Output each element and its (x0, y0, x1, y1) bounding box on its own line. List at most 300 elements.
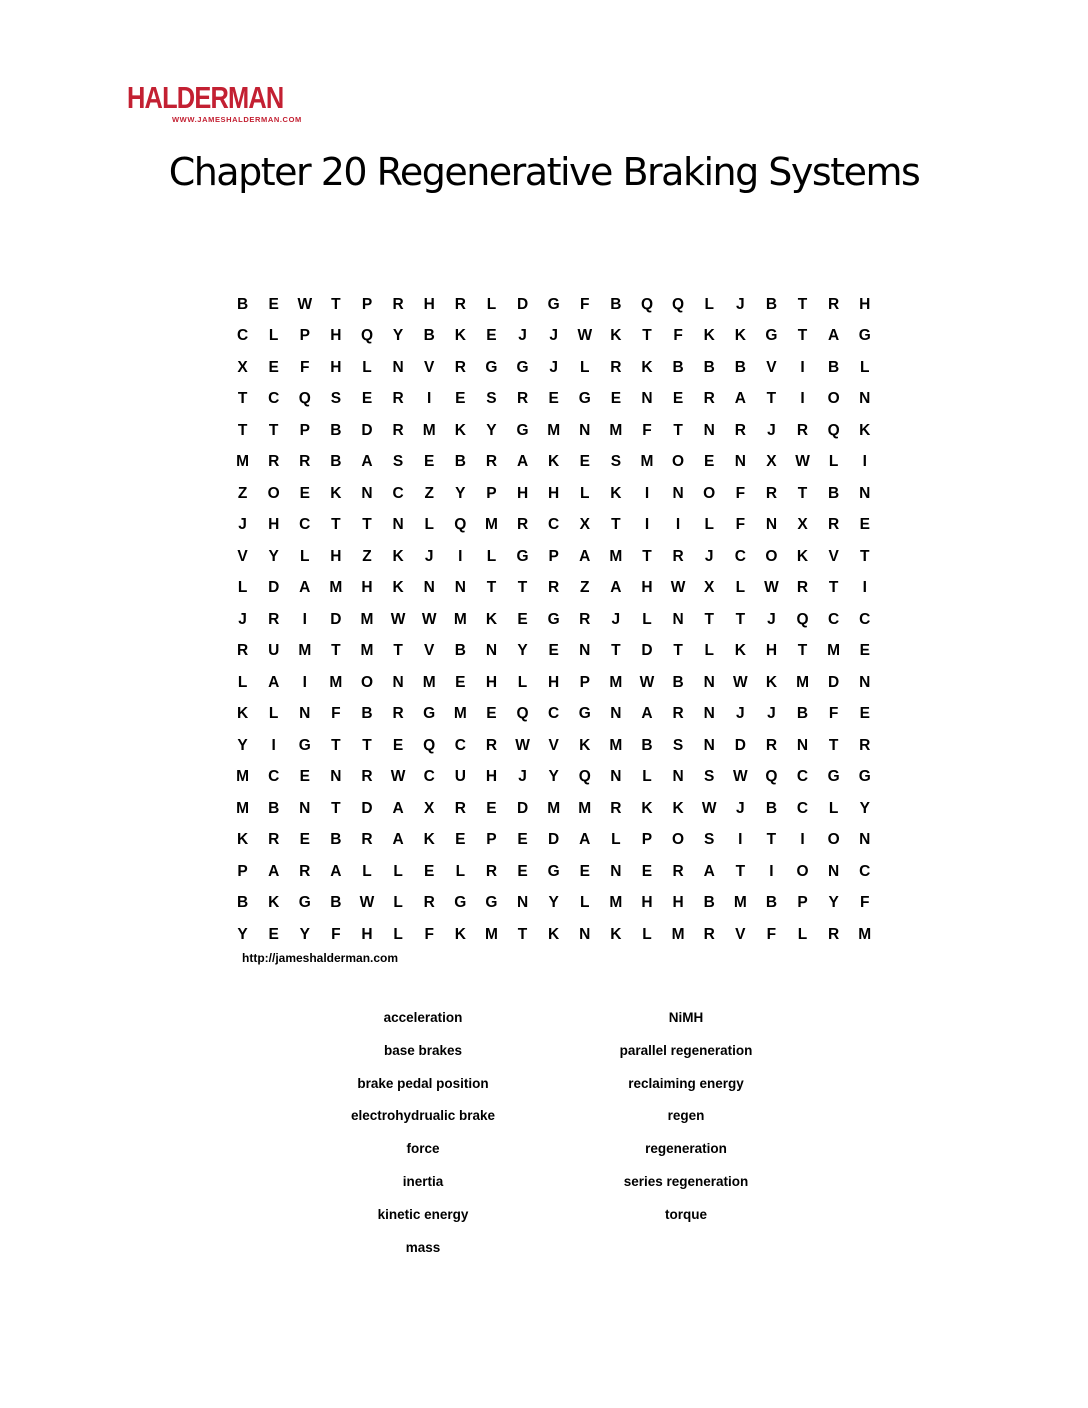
grid-row (227, 289, 880, 321)
word-item: base brakes (383, 1042, 463, 1058)
grid-letter: M (422, 421, 436, 439)
grid-letter: R (828, 295, 840, 313)
grid-letter: D (516, 295, 529, 313)
grid-letter: S (704, 768, 715, 786)
grid-letter: E (517, 610, 528, 628)
grid-letter: E (268, 925, 279, 943)
grid-letter: E (299, 831, 310, 849)
grid-letter: R (423, 894, 435, 912)
grid-letter: Q (516, 705, 529, 723)
grid-letter: L (828, 453, 839, 471)
grid-letter: I (800, 358, 805, 376)
grid-letter: R (859, 736, 871, 754)
grid-letter: J (735, 799, 745, 817)
grid-letter: I (862, 453, 867, 471)
grid-letter: X (797, 516, 808, 534)
grid-letter: R (765, 736, 778, 754)
grid-letter: Y (486, 421, 497, 439)
grid-letter: S (610, 453, 622, 471)
grid-letter: G (547, 610, 560, 628)
grid-row (227, 321, 880, 353)
grid-letter: V (424, 358, 435, 376)
grid-letter: F (424, 925, 434, 943)
grid-letter: H (672, 894, 684, 912)
grid-letter: R (268, 831, 280, 849)
grid-row (227, 384, 880, 416)
grid-letter: L (393, 925, 403, 943)
grid-letter: C (828, 610, 840, 628)
grid-letter: K (765, 673, 778, 691)
grid-letter: K (734, 642, 746, 660)
grid-letter: A (268, 862, 280, 880)
grid-letter: R (703, 390, 715, 408)
grid-letter: H (268, 516, 280, 534)
grid-letter: L (704, 516, 714, 534)
grid-letter: U (454, 768, 466, 786)
grid-letter: Z (362, 547, 372, 565)
grid-letter: C (796, 768, 809, 786)
grid-letter: E (859, 642, 870, 660)
grid-letter: M (827, 642, 841, 660)
grid-letter: R (579, 610, 591, 628)
grid-letter: W (701, 799, 717, 817)
grid-letter: T (331, 295, 341, 313)
grid-letter: W (390, 610, 406, 628)
grid-letter: N (579, 642, 591, 660)
grid-letter: G (547, 295, 560, 313)
grid-letter: B (703, 894, 715, 912)
grid-letter: I (675, 516, 681, 534)
word-item: reclaiming energy (628, 1075, 744, 1091)
grid-letter: L (642, 610, 652, 628)
page-title: Chapter 20 Regenerative Braking Systems (168, 150, 920, 194)
grid-letter: R (392, 705, 404, 723)
grid-letter: T (331, 642, 341, 660)
grid-letter: I (427, 390, 432, 408)
grid-letter: R (485, 736, 498, 754)
grid-letter: T (642, 547, 652, 565)
grid-letter: K (610, 925, 622, 943)
grid-letter: E (704, 453, 715, 471)
grid-letter: C (236, 327, 249, 345)
grid-letter: G (578, 705, 591, 723)
grid-letter: A (392, 831, 404, 849)
grid-letter: R (454, 295, 466, 313)
grid-row (227, 888, 880, 920)
grid-letter: B (236, 894, 249, 912)
grid-letter: R (703, 925, 715, 943)
grid-letter: B (703, 358, 715, 376)
grid-letter: T (362, 736, 372, 754)
grid-letter: R (454, 799, 466, 817)
source-url: http://jameshalderman.com (242, 951, 399, 965)
grid-letter: E (486, 705, 497, 723)
grid-letter: M (329, 673, 343, 691)
grid-letter: N (610, 862, 622, 880)
grid-letter: M (796, 673, 809, 691)
grid-letter: E (579, 862, 590, 880)
grid-letter: E (455, 673, 466, 691)
grid-letter: E (859, 705, 870, 723)
grid-letter: N (703, 421, 715, 439)
grid-letter: R (485, 862, 498, 880)
grid-letter: L (704, 295, 714, 313)
grid-letter: Y (859, 799, 870, 817)
grid-letter: Y (237, 925, 248, 943)
grid-letter: O (765, 547, 778, 565)
grid-row (227, 667, 880, 699)
grid-letter: H (330, 358, 342, 376)
word-item: torque (665, 1206, 707, 1222)
grid-letter: J (735, 705, 745, 723)
grid-letter: N (828, 862, 840, 880)
grid-letter: Q (640, 295, 653, 313)
word-item: inertia (402, 1173, 444, 1189)
grid-letter: B (734, 358, 746, 376)
grid-letter: F (580, 295, 590, 313)
grid-letter: A (734, 390, 746, 408)
logo-brand-text: HALDERMAN (127, 80, 284, 115)
grid-letter: T (673, 421, 683, 439)
grid-letter: A (361, 453, 373, 471)
grid-row (227, 447, 880, 479)
grid-letter: W (639, 673, 655, 691)
grid-letter: N (765, 516, 778, 534)
grid-letter: F (642, 421, 652, 439)
grid-letter: B (268, 799, 280, 817)
grid-letter: E (299, 768, 310, 786)
grid-letter: O (703, 484, 716, 502)
grid-letter: B (765, 894, 778, 912)
word-item: regen (667, 1108, 705, 1124)
grid-letter: X (237, 358, 248, 376)
grid-letter: K (454, 421, 466, 439)
grid-letter: T (797, 327, 808, 345)
grid-letter: L (393, 894, 403, 912)
grid-letter: I (458, 547, 463, 565)
grid-letter: I (862, 579, 867, 597)
grid-letter: A (703, 862, 715, 880)
grid-letter: I (302, 673, 307, 691)
grid-letter: F (766, 925, 777, 943)
grid-letter: L (455, 862, 466, 880)
grid-letter: D (734, 736, 746, 754)
grid-letter: B (454, 642, 466, 660)
word-item: NiMH (668, 1010, 704, 1025)
grid-letter: Y (392, 327, 404, 345)
grid-letter: T (362, 516, 372, 534)
grid-letter: M (609, 736, 623, 754)
grid-letter: C (859, 862, 871, 880)
grid-letter: O (672, 831, 685, 849)
grid-row (227, 636, 880, 668)
grid-letter: H (485, 768, 498, 786)
grid-letter: K (672, 799, 684, 817)
grid-letter: D (828, 673, 840, 691)
grid-letter: A (828, 327, 840, 345)
grid-row (227, 919, 880, 951)
grid-letter: N (330, 768, 342, 786)
grid-letter: N (299, 799, 311, 817)
grid-row (227, 478, 880, 510)
grid-letter: W (577, 327, 593, 345)
grid-letter: T (735, 610, 746, 628)
grid-letter: B (610, 295, 622, 313)
grid-letter: T (268, 421, 279, 439)
grid-letter: T (393, 642, 403, 660)
grid-letter: C (859, 610, 871, 628)
grid-letter: C (734, 547, 746, 565)
grid-letter: L (797, 925, 808, 943)
grid-letter: A (516, 453, 529, 471)
grid-letter: T (237, 421, 248, 439)
grid-row (227, 825, 880, 857)
grid-letter: K (641, 358, 653, 376)
grid-letter: B (330, 421, 342, 439)
grid-letter: B (672, 358, 684, 376)
grid-letter: A (579, 547, 591, 565)
grid-letter: M (236, 453, 250, 471)
grid-letter: W (732, 768, 748, 786)
grid-letter: G (298, 894, 311, 912)
grid-letter: N (703, 705, 715, 723)
word-item: force (406, 1141, 440, 1157)
grid-letter: O (796, 862, 809, 880)
grid-letter: M (453, 610, 467, 628)
grid-letter: X (424, 799, 435, 817)
grid-letter: N (361, 484, 373, 502)
grid-letter: G (298, 736, 311, 754)
grid-letter: Q (672, 295, 685, 313)
grid-letter: M (733, 894, 747, 912)
grid-letter: T (860, 547, 870, 565)
grid-letter: W (297, 295, 313, 313)
grid-letter: N (299, 705, 311, 723)
grid-letter: H (361, 925, 373, 943)
grid-letter: M (547, 799, 561, 817)
grid-letter: B (454, 453, 466, 471)
grid-letter: J (767, 421, 776, 439)
grid-letter: W (390, 768, 406, 786)
grid-letter: E (392, 736, 404, 754)
grid-letter: V (424, 642, 435, 660)
grid-letter: G (454, 894, 467, 912)
grid-letter: V (828, 547, 839, 565)
grid-letter: Y (299, 925, 310, 943)
grid-letter: T (331, 736, 341, 754)
grid-letter: Q (827, 421, 840, 439)
grid-letter: R (485, 453, 498, 471)
grid-letter: W (764, 579, 779, 597)
grid-letter: S (392, 453, 404, 471)
grid-row (227, 573, 880, 605)
grid-letter: R (516, 516, 529, 534)
grid-letter: M (609, 673, 623, 691)
grid-letter: A (641, 705, 653, 723)
grid-letter: K (268, 894, 280, 912)
grid-letter: B (796, 705, 809, 723)
grid-letter: K (236, 831, 249, 849)
grid-letter: G (547, 862, 560, 880)
grid-letter: M (484, 516, 498, 534)
grid-letter: Q (796, 610, 809, 628)
grid-letter: Y (828, 894, 839, 912)
grid-letter: R (299, 862, 311, 880)
grid-letter: L (860, 358, 870, 376)
grid-letter: H (423, 295, 435, 313)
grid-letter: Y (548, 768, 559, 786)
grid-letter: B (672, 673, 684, 691)
grid-letter: T (704, 610, 714, 628)
grid-letter: M (360, 610, 374, 628)
grid-letter: K (641, 799, 653, 817)
grid-letter: V (766, 358, 777, 376)
grid-letter: M (329, 579, 343, 597)
grid-letter: C (454, 736, 466, 754)
grid-letter: O (672, 453, 685, 471)
grid-letter: N (610, 705, 622, 723)
grid-letter: Y (237, 736, 248, 754)
grid-letter: S (330, 390, 342, 408)
grid-letter: S (672, 736, 684, 754)
grid-letter: K (579, 736, 591, 754)
grid-letter: M (298, 642, 312, 660)
grid-letter: M (236, 768, 250, 786)
grid-letter: Y (268, 547, 279, 565)
grid-letter: N (672, 484, 684, 502)
grid-letter: I (644, 484, 650, 502)
grid-letter: R (392, 421, 404, 439)
grid-letter: P (641, 831, 653, 849)
grid-letter: H (765, 642, 778, 660)
word-search-grid (227, 289, 880, 951)
grid-letter: F (331, 705, 341, 723)
grid-letter: L (642, 925, 652, 943)
grid-row (227, 762, 880, 794)
grid-letter: H (485, 673, 498, 691)
grid-letter: L (517, 673, 528, 691)
grid-letter: T (828, 579, 839, 597)
grid-letter: G (858, 768, 871, 786)
grid-letter: M (360, 642, 374, 660)
grid-letter: S (704, 831, 715, 849)
grid-letter: K (485, 610, 498, 628)
grid-letter: G (516, 547, 529, 565)
grid-letter: N (734, 453, 746, 471)
grid-letter: Q (298, 390, 311, 408)
grid-letter: M (609, 894, 623, 912)
grid-row (227, 415, 880, 447)
grid-letter: R (454, 358, 466, 376)
grid-letter: N (859, 390, 871, 408)
grid-letter: C (268, 390, 280, 408)
grid-letter: X (704, 579, 715, 597)
word-item: electrohydrualic brake (350, 1108, 496, 1124)
grid-letter: K (423, 831, 435, 849)
grid-letter: Q (765, 768, 778, 786)
grid-letter: E (361, 390, 373, 408)
grid-letter: F (828, 705, 839, 723)
grid-letter: R (610, 358, 622, 376)
grid-row (227, 793, 880, 825)
grid-letter: E (486, 799, 497, 817)
grid-letter: K (859, 421, 871, 439)
grid-letter: G (827, 768, 840, 786)
grid-letter: L (393, 862, 403, 880)
grid-letter: L (704, 642, 714, 660)
grid-letter: C (299, 516, 311, 534)
grid-letter: J (238, 516, 247, 534)
grid-letter: E (859, 516, 870, 534)
grid-letter: M (671, 925, 685, 943)
grid-letter: J (549, 327, 558, 345)
grid-letter: X (579, 516, 590, 534)
grid-letter: T (797, 642, 808, 660)
grid-letter: P (361, 295, 373, 313)
grid-letter: J (767, 705, 776, 723)
grid-letter: N (423, 579, 435, 597)
grid-letter: E (486, 327, 497, 345)
grid-letter: V (735, 925, 746, 943)
grid-letter: L (268, 705, 279, 723)
grid-letter: N (859, 831, 871, 849)
grid-letter: R (299, 453, 311, 471)
grid-letter: E (579, 453, 590, 471)
grid-letter: M (609, 421, 623, 439)
grid-letter: O (360, 673, 374, 691)
grid-letter: L (237, 579, 248, 597)
grid-letter: G (858, 327, 871, 345)
grid-letter: C (548, 516, 560, 534)
grid-letter: Y (455, 484, 466, 502)
grid-letter: J (704, 547, 714, 565)
grid-letter: K (610, 327, 622, 345)
grid-letter: I (800, 390, 805, 408)
grid-letter: B (423, 327, 435, 345)
grid-letter: X (766, 453, 777, 471)
grid-letter: J (238, 610, 247, 628)
grid-letter: I (738, 831, 743, 849)
grid-letter: D (516, 799, 529, 817)
grid-letter: R (828, 925, 840, 943)
grid-letter: F (860, 894, 870, 912)
grid-row (227, 856, 880, 888)
grid-letter: T (517, 925, 528, 943)
grid-row (227, 699, 880, 731)
grid-letter: T (486, 579, 497, 597)
grid-letter: N (392, 673, 404, 691)
grid-letter: B (765, 295, 778, 313)
grid-letter: E (672, 390, 684, 408)
grid-letter: L (580, 894, 590, 912)
grid-letter: T (797, 484, 808, 502)
grid-letter: H (330, 547, 342, 565)
grid-letter: B (361, 705, 373, 723)
grid-letter: L (237, 673, 248, 691)
grid-letter: H (548, 673, 560, 691)
grid-letter: H (548, 484, 560, 502)
grid-letter: T (673, 642, 683, 660)
grid-letter: R (392, 390, 404, 408)
grid-letter: R (672, 862, 684, 880)
grid-letter: V (548, 736, 559, 754)
grid-letter: H (330, 327, 342, 345)
grid-letter: R (268, 453, 280, 471)
grid-letter: N (672, 610, 684, 628)
grid-letter: K (610, 484, 622, 502)
grid-letter: Q (578, 768, 591, 786)
grid-letter: T (331, 516, 341, 534)
